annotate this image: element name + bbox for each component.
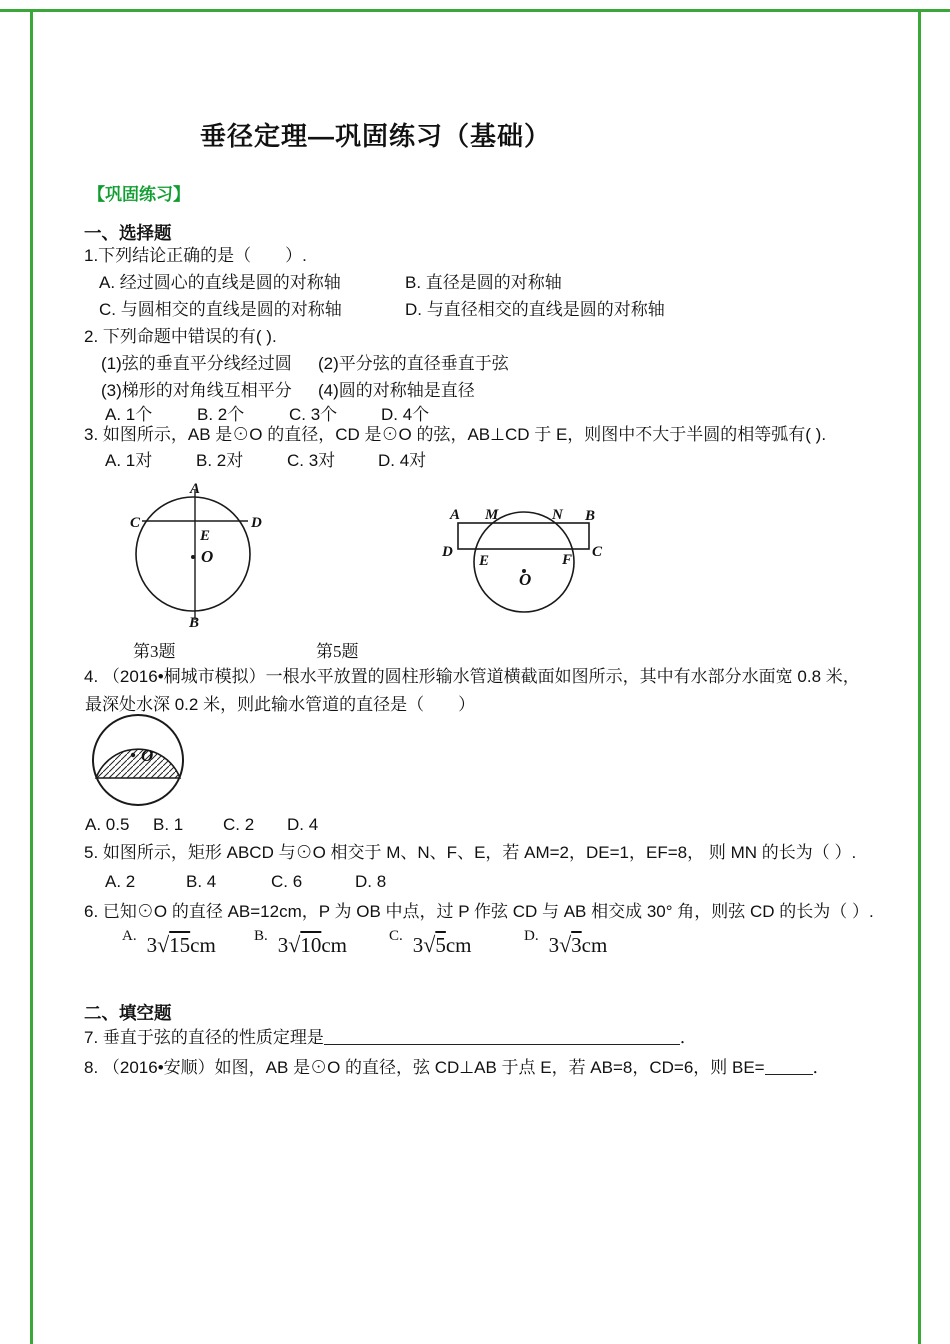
- page-border-left: [30, 9, 33, 1344]
- q2-items-row2: [101, 380, 475, 402]
- point-label-b: B: [188, 615, 200, 630]
- q6-option-a: [122, 928, 216, 958]
- q1-option-a: A. 经过圆心的直线是圆的对称轴: [99, 273, 341, 292]
- q6-option-c: [389, 928, 472, 958]
- q3-options-row: [105, 450, 426, 472]
- point-label-a: A: [450, 507, 461, 523]
- q8-answer-blank: [765, 1057, 813, 1075]
- point-label-m: M: [485, 507, 499, 523]
- center-dot: [131, 753, 135, 757]
- q1-stem: 1.下列结论正确的是（ ）.: [84, 246, 307, 265]
- q2-option-d: D. 4个: [381, 405, 430, 424]
- review-header: 【巩固练习】: [88, 185, 190, 204]
- q5-options-row: [105, 871, 386, 893]
- q1-options-row1: [99, 272, 562, 294]
- q6-option-d-expression: 3√3cm: [548, 932, 608, 957]
- q6-option-b-expression: 3√10cm: [277, 932, 347, 957]
- center-label-o: O: [201, 547, 214, 566]
- point-label-f: F: [562, 552, 573, 568]
- point-label-d: D: [442, 544, 453, 560]
- q4-option-d: D. 4: [287, 815, 319, 834]
- q3-stem: 3. 如图所示，AB 是⊙O 的直径，CD 是⊙O 的弦，AB⊥CD 于 E，则图中不大于半圆的相等弧有( ).: [84, 425, 827, 444]
- center-dot: [191, 555, 195, 559]
- q3-option-a: A. 1对: [105, 451, 153, 470]
- q8-row: [84, 1057, 830, 1079]
- q6-option-b: [254, 928, 347, 958]
- fill-section-heading: 二、填空题: [84, 1003, 172, 1023]
- q7-row: [84, 1027, 697, 1049]
- q6-stem: 6. 已知⊙O 的直径 AB=12cm，P 为 OB 中点，过 P 作弦 CD 与 AB 相交成 30° 角，则弦 CD 的长为（ ）.: [84, 902, 874, 921]
- q6-option-d-letter: D.: [524, 928, 539, 944]
- q3-option-b: B. 2对: [196, 451, 244, 470]
- q6-options-row: [0, 928, 950, 973]
- point-label-e: E: [200, 528, 211, 544]
- figure3-caption: 第3题: [133, 642, 176, 661]
- q2-option-b: B. 2个: [197, 405, 245, 424]
- page-border-right: [918, 9, 921, 1344]
- q1-option-b: B. 直径是圆的对称轴: [405, 273, 562, 292]
- q5-option-d: D. 8: [355, 872, 387, 891]
- point-label-b: B: [585, 508, 596, 524]
- q2-item-2: (2)平分弦的直径垂直于弦: [318, 354, 509, 373]
- q6-option-d: [524, 928, 607, 958]
- page-title: 垂径定理—巩固练习（基础）: [200, 121, 552, 151]
- q6-option-a-letter: A.: [122, 928, 137, 944]
- q1-options-row2: [99, 299, 665, 321]
- center-label-o: O: [519, 570, 532, 589]
- q5-option-b: B. 4: [186, 872, 217, 891]
- q2-options-row: [105, 404, 429, 426]
- q2-stem: 2. 下列命题中错误的有( ).: [84, 327, 277, 346]
- q4-option-a: A. 0.5: [85, 815, 130, 834]
- figure5-caption: 第5题: [316, 642, 359, 661]
- q7-stem: 7. 垂直于弦的直径的性质定理是: [84, 1028, 324, 1047]
- q2-items-row1: [101, 353, 509, 375]
- q6-option-c-letter: C.: [389, 928, 403, 944]
- q8-stem: 8. （2016•安顺）如图，AB 是⊙O 的直径，弦 CD⊥AB 于点 E，若 AB=8，CD=6，则 BE=: [84, 1058, 765, 1077]
- q7-period: ．: [679, 1028, 697, 1047]
- q4-options-row: [85, 814, 318, 836]
- water-segment-hatched: [96, 749, 180, 778]
- point-label-c: C: [592, 544, 603, 560]
- q4-option-b: B. 1: [153, 815, 184, 834]
- q8-period: ．: [812, 1058, 830, 1077]
- q1-option-d: D. 与直径相交的直线是圆的对称轴: [405, 300, 665, 319]
- question3-circle-figure: [108, 478, 293, 630]
- q5-stem: 5. 如图所示，矩形 ABCD 与⊙O 相交于 M、N、F、E，若 AM=2，DE=1，EF=8， 则 MN 的长为（ ）.: [84, 843, 857, 862]
- q5-option-a: A. 2: [105, 872, 136, 891]
- q6-option-b-letter: B.: [254, 928, 268, 944]
- q2-option-a: A. 1个: [105, 405, 153, 424]
- q4-stem-line2: 最深处水深 0.2 米，则此输水管道的直径是（ ）: [85, 695, 476, 714]
- q6-option-a-expression: 3√15cm: [146, 932, 216, 957]
- q3-option-d: D. 4对: [378, 451, 427, 470]
- choice-section-heading: 一、选择题: [84, 223, 172, 243]
- q7-answer-blank: [324, 1027, 680, 1045]
- question5-rectangle-circle-figure: [437, 490, 612, 628]
- q5-option-c: C. 6: [271, 872, 303, 891]
- circle-outline: [136, 497, 250, 611]
- q2-item-4: (4)圆的对称轴是直径: [318, 381, 475, 400]
- q6-option-c-expression: 3√5cm: [412, 932, 472, 957]
- question4-pipe-cross-section-figure: [85, 712, 191, 808]
- center-label-o: O: [141, 746, 154, 765]
- point-label-a: A: [189, 481, 201, 497]
- point-label-n: N: [552, 507, 563, 523]
- q3-option-c: C. 3对: [287, 451, 336, 470]
- q2-option-c: C. 3个: [289, 405, 338, 424]
- q1-option-c: C. 与圆相交的直线是圆的对称轴: [99, 300, 342, 319]
- point-label-d: D: [251, 515, 262, 531]
- point-label-e: E: [479, 553, 490, 569]
- point-label-c: C: [130, 515, 141, 531]
- q4-stem-line1: 4. （2016•桐城市模拟）一根水平放置的圆柱形输水管道横截面如图所示，其中有水部分水面宽 0.8 米，: [84, 667, 860, 686]
- q2-item-1: (1)弦的垂直平分线经过圆: [101, 354, 292, 373]
- q4-option-c: C. 2: [223, 815, 255, 834]
- page-border-top: [0, 9, 950, 12]
- q2-item-3: (3)梯形的对角线互相平分: [101, 381, 292, 400]
